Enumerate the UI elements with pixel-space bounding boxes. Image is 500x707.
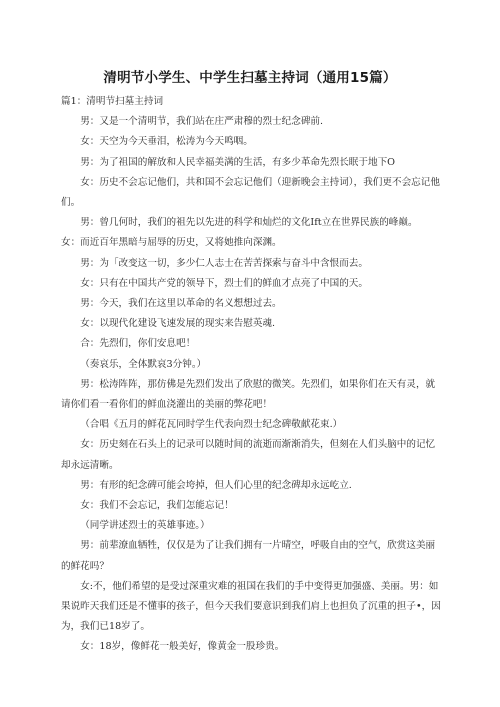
paragraph: 女：18岁，像鲜花一般美好，像黄金一股珍贵。: [80, 641, 285, 653]
section-heading: 篇1：清明节扫墓主持词: [61, 96, 164, 107]
stage-direction: （同学讲述烈士的英雄事迹。）: [80, 520, 210, 532]
document-body: [61, 92, 443, 658]
paragraph: 男：松涛阵阵，那仿佛是先烈们发出了欣慰的微笑。先烈们，如果你们在天有灵，就请你们看一看你们的鲜血浇灌出的美丽的弊花吧！: [61, 378, 436, 411]
paragraph: 女：我们不会忘记，我们怎能忘记！: [80, 500, 234, 512]
paragraph: 男：今天，我们在这里以革命的名义想想过去。: [80, 298, 282, 310]
paragraph: 女：天空为今天垂泪，松涛为今天鸣咽。: [80, 136, 253, 148]
stage-direction: （合唱《五月的鲜花瓦同时学生代表向烈士纪念碑敬献花束.）: [80, 419, 343, 431]
paragraph: 女：而近百年黑暗与屈辱的历史，又将她推向深渊。: [61, 237, 282, 249]
paragraph: 女：以现代化建设飞速发展的现实来告慰英魂.: [80, 318, 276, 330]
paragraph: 男：为了祖国的解放和人民幸福美满的生活，有多少革命先烈长眠于地下O: [80, 156, 396, 168]
paragraph: 男：前辈潦血牺牲，仅仅是为了让我们拥有一片晴空，呼吸自由的空气，欣赏这美丽的鲜花吗？: [61, 540, 436, 572]
paragraph: 男：曾几何时，我们的祖先以先进的科学和灿烂的文化Ift立在世界民族的峰巅。: [80, 217, 418, 229]
paragraph: 女:不，他们希望的是受过深重灾难的祖国在我们的手中变得更加强盛、美丽。男：如果说昨天我们还是不懂事的孩子，但今天我们要意识到我们肩上也担负了沉重的担子•，因为，我们已18岁了。: [61, 580, 441, 633]
paragraph: 合：先烈们，你们安息吧！: [80, 338, 196, 350]
document-title: 清明节小学生、中学生扫墓主持词（通用15篇）: [103, 70, 397, 86]
paragraph: 女：历史刻在石头上的记录可以随时间的流逝而渐渐消失，但刻在人们头脑中的记忆却永远清晰。: [61, 439, 436, 471]
paragraph: 男：有形的纪念碑可能会垮掉，但人们心里的纪念碑却永远屹立.: [80, 479, 352, 491]
paragraph: 男：又是一个清明节，我们站在庄严肃穆的烈士纪念碑前.: [80, 116, 324, 128]
stage-direction: （奏哀乐，全体默哀3分钟。）: [80, 358, 207, 370]
paragraph: 女：历史不会忘记他们，共和国不会忘记他们（迎新晚会主持词），我们更不会忘记他们。: [61, 176, 440, 209]
paragraph: 女：只有在中国共产党的领导下，烈士们的鲜血才点亮了中国的天。: [80, 277, 368, 289]
paragraph: 男：为「改变这一切，多少仁人志士在苦苦探索与奋斗中含恨而去。: [80, 257, 368, 269]
